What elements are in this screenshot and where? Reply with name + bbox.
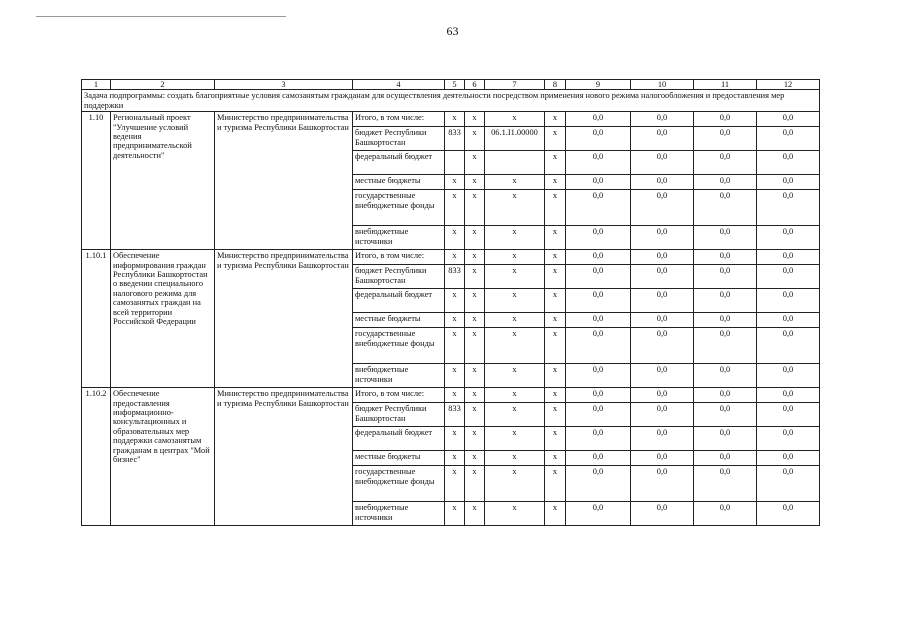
col-header: 7 [485, 80, 545, 90]
funding-source: Итого, в том числе: [353, 112, 445, 127]
amount-cell: 0,0 [566, 190, 631, 226]
section-executor: Министерство предпринимательства и туризма Республики Башкортостан [215, 112, 353, 250]
funding-source: государственные внебюджетные фонды [353, 328, 445, 364]
cell-code-8: x [545, 364, 566, 388]
amount-cell: 0,0 [631, 364, 694, 388]
cell-code-7: x [485, 451, 545, 466]
section-executor: Министерство предпринимательства и туризма Республики Башкортостан [215, 250, 353, 388]
funding-source: федеральный бюджет [353, 151, 445, 175]
funding-source: внебюджетные источники [353, 364, 445, 388]
funding-source: бюджет Республики Башкортостан [353, 403, 445, 427]
cell-code-8: x [545, 175, 566, 190]
amount-cell: 0,0 [566, 427, 631, 451]
cell-code-8: x [545, 451, 566, 466]
cell-code-5: x [445, 451, 465, 466]
page-number: 63 [446, 24, 459, 38]
amount-cell: 0,0 [566, 466, 631, 502]
funding-source: федеральный бюджет [353, 289, 445, 313]
task-description: Задача подпрограммы: создать благоприятные условия самозанятым гражданам для осуществления деятельности посредством применения нового режима налогообложения и предоставления мер поддержки [82, 90, 820, 112]
cell-code-6: x [465, 364, 485, 388]
section-name: Региональный проект "Улучшение условий ведения предпринимательской деятельности" [111, 112, 215, 250]
amount-cell: 0,0 [566, 451, 631, 466]
cell-code-6: x [465, 175, 485, 190]
amount-cell: 0,0 [757, 112, 820, 127]
cell-code-6: x [465, 313, 485, 328]
amount-cell: 0,0 [566, 265, 631, 289]
funding-source: местные бюджеты [353, 313, 445, 328]
cell-code-7: x [485, 175, 545, 190]
cell-code-5: 833 [445, 403, 465, 427]
amount-cell: 0,0 [757, 313, 820, 328]
cell-code-8: x [545, 388, 566, 403]
cell-code-8: x [545, 502, 566, 526]
amount-cell: 0,0 [757, 364, 820, 388]
cell-code-6: x [465, 328, 485, 364]
amount-cell: 0,0 [631, 250, 694, 265]
col-header: 9 [566, 80, 631, 90]
cell-code-5 [445, 151, 465, 175]
funding-source: федеральный бюджет [353, 427, 445, 451]
cell-code-7: x [485, 265, 545, 289]
cell-code-8: x [545, 427, 566, 451]
amount-cell: 0,0 [631, 175, 694, 190]
cell-code-6: x [465, 265, 485, 289]
cell-code-5: x [445, 112, 465, 127]
cell-code-5: x [445, 175, 465, 190]
amount-cell: 0,0 [631, 388, 694, 403]
amount-cell: 0,0 [694, 127, 757, 151]
cell-code-6: x [465, 451, 485, 466]
amount-cell: 0,0 [694, 502, 757, 526]
cell-code-5: x [445, 328, 465, 364]
amount-cell: 0,0 [566, 313, 631, 328]
cell-code-6: x [465, 403, 485, 427]
amount-cell: 0,0 [694, 466, 757, 502]
amount-cell: 0,0 [631, 466, 694, 502]
cell-code-7: x [485, 313, 545, 328]
cell-code-6: x [465, 127, 485, 151]
amount-cell: 0,0 [631, 127, 694, 151]
cell-code-7: x [485, 226, 545, 250]
amount-cell: 0,0 [566, 127, 631, 151]
amount-cell: 0,0 [631, 427, 694, 451]
cell-code-7: x [485, 328, 545, 364]
cell-code-8: x [545, 112, 566, 127]
amount-cell: 0,0 [566, 175, 631, 190]
col-header: 5 [445, 80, 465, 90]
amount-cell: 0,0 [631, 403, 694, 427]
cell-code-8: x [545, 226, 566, 250]
cell-code-7 [485, 151, 545, 175]
cell-code-6: x [465, 427, 485, 451]
section-name: Обеспечение предоставления информационно-консультационных и образовательных мер поддержки самозанятым гражданам в центрах "Мой бизнес" [111, 388, 215, 526]
cell-code-6: x [465, 190, 485, 226]
cell-code-7: x [485, 388, 545, 403]
funding-source: местные бюджеты [353, 451, 445, 466]
amount-cell: 0,0 [631, 190, 694, 226]
table-row [82, 388, 820, 403]
amount-cell: 0,0 [694, 328, 757, 364]
cell-code-5: x [445, 502, 465, 526]
amount-cell: 0,0 [694, 403, 757, 427]
funding-source: государственные внебюджетные фонды [353, 190, 445, 226]
cell-code-7: x [485, 112, 545, 127]
cell-code-5: 833 [445, 127, 465, 151]
cell-code-8: x [545, 289, 566, 313]
top-rule [36, 16, 286, 17]
amount-cell: 0,0 [631, 265, 694, 289]
amount-cell: 0,0 [757, 127, 820, 151]
cell-code-5: x [445, 190, 465, 226]
amount-cell: 0,0 [631, 289, 694, 313]
funding-source: Итого, в том числе: [353, 250, 445, 265]
amount-cell: 0,0 [757, 226, 820, 250]
funding-source: бюджет Республики Башкортостан [353, 265, 445, 289]
amount-cell: 0,0 [694, 250, 757, 265]
col-header: 2 [111, 80, 215, 90]
cell-code-5: x [445, 226, 465, 250]
amount-cell: 0,0 [694, 112, 757, 127]
cell-code-5: x [445, 289, 465, 313]
cell-code-8: x [545, 190, 566, 226]
cell-code-7: x [485, 364, 545, 388]
section-code: 1.10 [82, 112, 111, 250]
amount-cell: 0,0 [631, 451, 694, 466]
cell-code-7: x [485, 403, 545, 427]
cell-code-5: x [445, 427, 465, 451]
amount-cell: 0,0 [566, 289, 631, 313]
cell-code-6: x [465, 289, 485, 313]
budget-table [81, 79, 820, 526]
amount-cell: 0,0 [566, 388, 631, 403]
cell-code-6: x [465, 112, 485, 127]
cell-code-6: x [465, 388, 485, 403]
cell-code-8: x [545, 403, 566, 427]
amount-cell: 0,0 [757, 190, 820, 226]
col-header: 3 [215, 80, 353, 90]
amount-cell: 0,0 [694, 265, 757, 289]
amount-cell: 0,0 [757, 289, 820, 313]
funding-source: местные бюджеты [353, 175, 445, 190]
amount-cell: 0,0 [631, 313, 694, 328]
col-header: 8 [545, 80, 566, 90]
cell-code-6: x [465, 226, 485, 250]
amount-cell: 0,0 [694, 151, 757, 175]
col-header: 6 [465, 80, 485, 90]
amount-cell: 0,0 [757, 328, 820, 364]
amount-cell: 0,0 [566, 328, 631, 364]
cell-code-8: x [545, 151, 566, 175]
cell-code-8: x [545, 265, 566, 289]
col-header: 11 [694, 80, 757, 90]
amount-cell: 0,0 [566, 502, 631, 526]
col-header: 10 [631, 80, 694, 90]
cell-code-6: x [465, 250, 485, 265]
task-row [82, 90, 820, 112]
cell-code-7: x [485, 502, 545, 526]
cell-code-8: x [545, 466, 566, 502]
cell-code-5: 833 [445, 265, 465, 289]
amount-cell: 0,0 [694, 289, 757, 313]
amount-cell: 0,0 [757, 151, 820, 175]
cell-code-5: x [445, 466, 465, 502]
amount-cell: 0,0 [694, 427, 757, 451]
amount-cell: 0,0 [757, 427, 820, 451]
amount-cell: 0,0 [757, 388, 820, 403]
cell-code-8: x [545, 127, 566, 151]
amount-cell: 0,0 [631, 226, 694, 250]
cell-code-7: x [485, 250, 545, 265]
amount-cell: 0,0 [757, 175, 820, 190]
funding-source: Итого, в том числе: [353, 388, 445, 403]
amount-cell: 0,0 [757, 265, 820, 289]
funding-source: государственные внебюджетные фонды [353, 466, 445, 502]
cell-code-6: x [465, 502, 485, 526]
funding-source: внебюджетные источники [353, 502, 445, 526]
cell-code-5: x [445, 364, 465, 388]
funding-source: бюджет Республики Башкортостан [353, 127, 445, 151]
col-header: 1 [82, 80, 111, 90]
cell-code-7: x [485, 466, 545, 502]
amount-cell: 0,0 [566, 226, 631, 250]
section-code: 1.10.1 [82, 250, 111, 388]
column-number-row [82, 80, 820, 90]
amount-cell: 0,0 [566, 364, 631, 388]
amount-cell: 0,0 [757, 250, 820, 265]
col-header: 12 [757, 80, 820, 90]
cell-code-7: x [485, 427, 545, 451]
cell-code-7: x [485, 190, 545, 226]
amount-cell: 0,0 [566, 112, 631, 127]
table-row [82, 250, 820, 265]
cell-code-8: x [545, 313, 566, 328]
cell-code-6: x [465, 151, 485, 175]
cell-code-5: x [445, 313, 465, 328]
cell-code-5: x [445, 250, 465, 265]
cell-code-8: x [545, 328, 566, 364]
cell-code-5: x [445, 388, 465, 403]
amount-cell: 0,0 [631, 502, 694, 526]
table-row [82, 112, 820, 127]
amount-cell: 0,0 [694, 313, 757, 328]
amount-cell: 0,0 [757, 466, 820, 502]
cell-code-6: x [465, 466, 485, 502]
cell-code-8: x [545, 250, 566, 265]
amount-cell: 0,0 [694, 388, 757, 403]
col-header: 4 [353, 80, 445, 90]
amount-cell: 0,0 [694, 226, 757, 250]
section-name: Обеспечение информирования граждан Республики Башкортостан о введении специального налогового режима для самозанятых граждан на всей территории Российской Федерации [111, 250, 215, 388]
amount-cell: 0,0 [631, 328, 694, 364]
section-executor: Министерство предпринимательства и туризма Республики Башкортостан [215, 388, 353, 526]
amount-cell: 0,0 [694, 364, 757, 388]
amount-cell: 0,0 [566, 403, 631, 427]
amount-cell: 0,0 [694, 451, 757, 466]
amount-cell: 0,0 [631, 112, 694, 127]
amount-cell: 0,0 [757, 451, 820, 466]
funding-source: внебюджетные источники [353, 226, 445, 250]
amount-cell: 0,0 [757, 403, 820, 427]
amount-cell: 0,0 [694, 190, 757, 226]
amount-cell: 0,0 [566, 250, 631, 265]
amount-cell: 0,0 [694, 175, 757, 190]
amount-cell: 0,0 [631, 151, 694, 175]
section-code: 1.10.2 [82, 388, 111, 526]
cell-code-7: x [485, 289, 545, 313]
cell-code-7: 06.1.I1.00000 [485, 127, 545, 151]
amount-cell: 0,0 [757, 502, 820, 526]
amount-cell: 0,0 [566, 151, 631, 175]
